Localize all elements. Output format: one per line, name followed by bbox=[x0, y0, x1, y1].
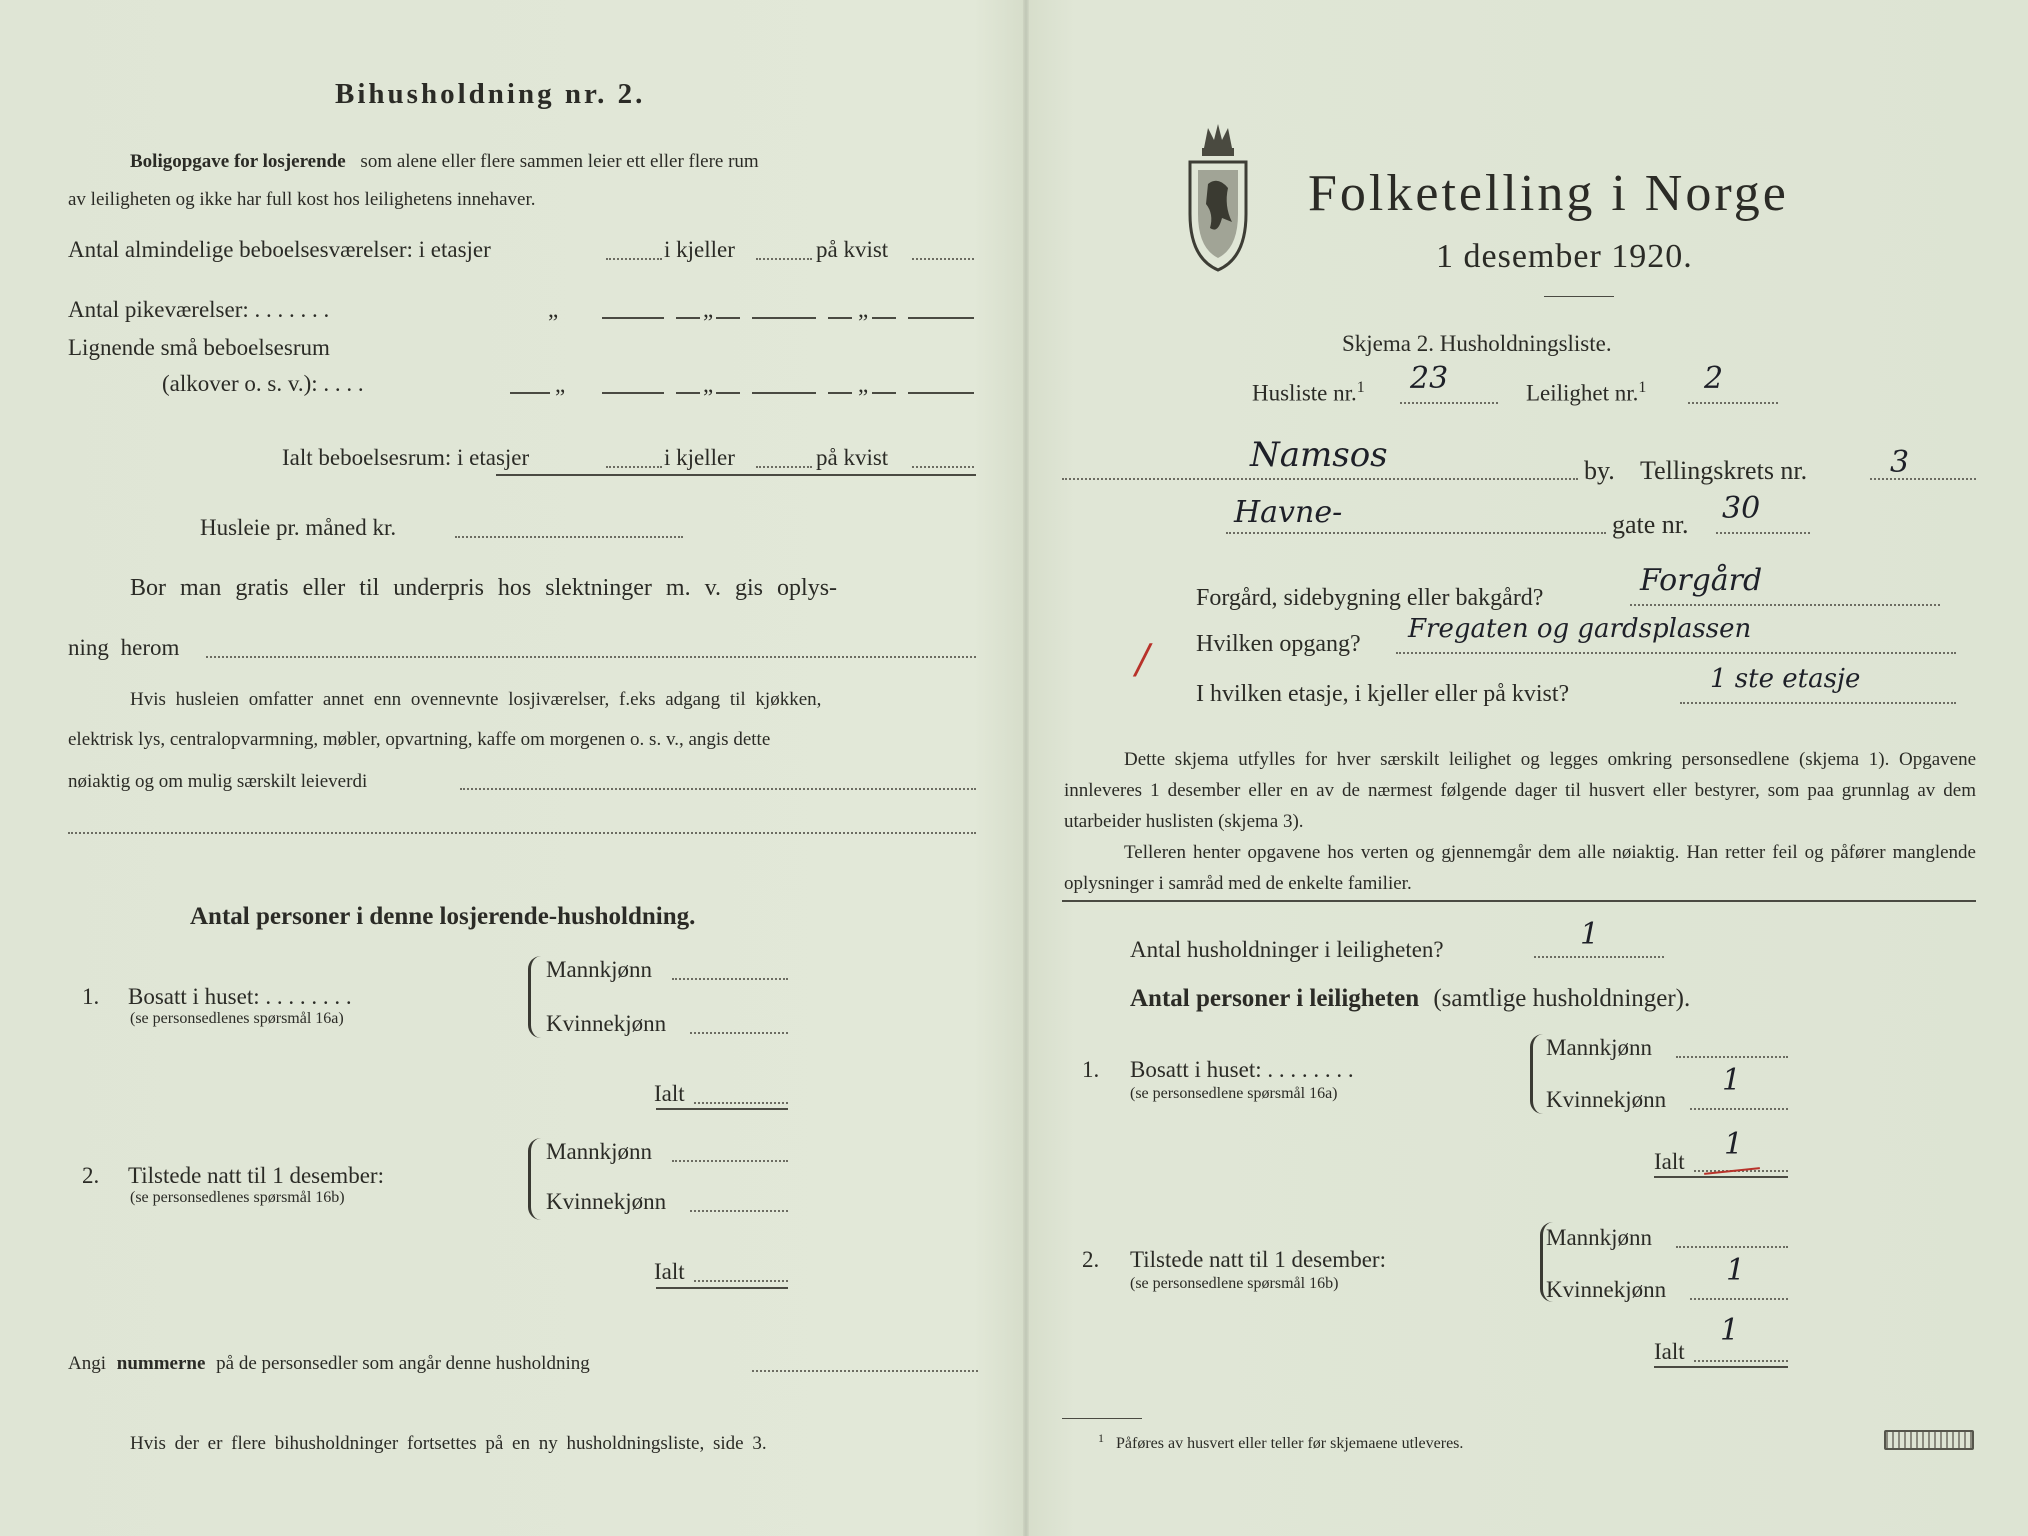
rooms-kvist-field[interactable] bbox=[912, 258, 974, 260]
etasje-value[interactable]: 1 ste etasje bbox=[1710, 664, 1861, 694]
leilighet-field[interactable] bbox=[1688, 402, 1778, 404]
angi-field[interactable] bbox=[752, 1370, 978, 1372]
lignende-field-2[interactable] bbox=[602, 392, 664, 394]
coat-of-arms-emblem bbox=[1184, 118, 1252, 274]
pike-label: Antal pikeværelser: . . . . . . . bbox=[68, 297, 330, 322]
gate-label: gate nr. bbox=[1612, 510, 1689, 539]
left-q2-ialt-field[interactable] bbox=[694, 1280, 788, 1282]
husleie-label: Husleie pr. måned kr. bbox=[200, 515, 397, 540]
intro-line-1 bbox=[130, 152, 759, 171]
lignende-field-7[interactable] bbox=[872, 392, 896, 394]
husliste-footnote-mark: 1 bbox=[1356, 379, 1365, 396]
by-label: by. bbox=[1584, 456, 1615, 485]
right-title: Folketelling i Norge bbox=[1308, 165, 1789, 222]
husliste-label: Husliste nr.$^1$ bbox=[1252, 379, 1365, 406]
lignende-field-5[interactable] bbox=[752, 392, 816, 394]
rooms-etasjer-field[interactable] bbox=[606, 258, 662, 260]
hvis-line-3: nøiaktig og om mulig særskilt leieverdi bbox=[68, 771, 368, 792]
krets-field[interactable] bbox=[1870, 478, 1976, 480]
street-field[interactable] bbox=[1226, 532, 1606, 534]
leilighet-value[interactable]: 2 bbox=[1704, 361, 1724, 396]
right-q2-num: 2. bbox=[1082, 1247, 1100, 1272]
page-fold bbox=[1023, 0, 1029, 1536]
street-value[interactable]: Havne- bbox=[1234, 495, 1343, 530]
husliste-field[interactable] bbox=[1400, 402, 1498, 404]
lignende-field-8[interactable] bbox=[908, 392, 974, 394]
left-q2-ialt: Ialt bbox=[654, 1259, 685, 1284]
pike-ditto-2: „ bbox=[703, 297, 714, 322]
gate-value[interactable]: 30 bbox=[1722, 491, 1761, 526]
right-persons-bold: Antal personer i leiligheten bbox=[1130, 985, 1420, 1012]
forgard-value[interactable]: Forgård bbox=[1640, 563, 1763, 598]
left-title: Bihusholdning nr. 2. bbox=[335, 78, 646, 110]
lignende-field-1[interactable] bbox=[510, 392, 550, 394]
left-q2-kvinne: Kvinnekjønn bbox=[546, 1189, 667, 1214]
right-q2-kvinne: Kvinnekjønn bbox=[1546, 1277, 1667, 1302]
right-q1-brace bbox=[1530, 1034, 1543, 1114]
left-q2-sub: (se personsedlenes spørsmål 16b) bbox=[130, 1189, 345, 1206]
info-text-1: Dette skjema utfylles for hver særskilt leilighet og legges omkring personsedlene (skjema 1). Opgavene innleveres 1 desember eller en av de nærmest følgende dager til husvert eller bestyrer, som paa grunnlag av dem utarbeider huslisten (skjema 3). bbox=[1064, 749, 1976, 832]
lignende-field-4[interactable] bbox=[716, 392, 740, 394]
hvis-line-1: Hvis husleien omfatter annet enn ovennevnte losjiværelser, f.eks adgang til kjøkken, bbox=[130, 689, 822, 710]
pike-field-1[interactable] bbox=[602, 317, 664, 319]
schema-label: Skjema 2. Husholdningsliste. bbox=[1342, 331, 1612, 356]
pike-field-2[interactable] bbox=[676, 317, 700, 319]
bor-field[interactable] bbox=[206, 656, 976, 658]
bor-line-2: ning herom bbox=[68, 635, 180, 660]
city-field[interactable] bbox=[1062, 478, 1578, 480]
rooms-kvist-label: på kvist bbox=[816, 237, 889, 262]
angi-line bbox=[68, 1354, 590, 1373]
left-q1-ialt-field[interactable] bbox=[694, 1102, 788, 1104]
ialt-kvist-label: på kvist bbox=[816, 445, 889, 470]
hvis-field-1[interactable] bbox=[460, 788, 976, 790]
hush-field[interactable] bbox=[1534, 956, 1664, 958]
krets-label: Tellingskrets nr. bbox=[1640, 456, 1808, 485]
bor-line-1: Bor man gratis eller til underpris hos slektninger m. v. gis oplys- bbox=[130, 575, 838, 601]
left-q1-ialt: Ialt bbox=[654, 1081, 685, 1106]
right-q1-ialt-value[interactable]: 1 bbox=[1724, 1127, 1744, 1162]
rooms-kjeller-field[interactable] bbox=[756, 258, 812, 260]
footnote-rule bbox=[1062, 1418, 1142, 1419]
gate-field[interactable] bbox=[1716, 532, 1810, 534]
right-q2-ialt-underline bbox=[1654, 1366, 1788, 1368]
right-q2-label: Tilstede natt til 1 desember: bbox=[1130, 1247, 1386, 1272]
right-q1-mann: Mannkjønn bbox=[1546, 1035, 1653, 1060]
opgang-field[interactable] bbox=[1396, 652, 1956, 654]
right-persons-heading bbox=[1130, 986, 1690, 1011]
leilighet-footnote-mark: 1 bbox=[1638, 379, 1647, 396]
left-q1-mann: Mannkjønn bbox=[546, 957, 653, 982]
left-q1-label: Bosatt i huset: . . . . . . . . bbox=[128, 984, 352, 1009]
left-footer: Hvis der er flere bihusholdninger fortsettes på en ny husholdningsliste, side 3. bbox=[130, 1433, 767, 1454]
forgard-label: Forgård, sidebygning eller bakgård? bbox=[1196, 585, 1544, 611]
margin-mark: / bbox=[1136, 637, 1150, 683]
left-q2-brace bbox=[528, 1138, 541, 1220]
right-q1-ialt-underline bbox=[1654, 1176, 1788, 1178]
right-date: 1 desember 1920. bbox=[1436, 238, 1693, 275]
right-q1-num: 1. bbox=[1082, 1057, 1100, 1082]
lignende-ditto-1: „ bbox=[555, 372, 566, 397]
right-q1-kvinne-field[interactable] bbox=[1690, 1108, 1788, 1110]
left-persons-heading: Antal personer i denne losjerende-husholdning. bbox=[190, 903, 696, 930]
opgang-value[interactable]: Fregaten og gardsplassen bbox=[1408, 614, 1752, 644]
left-q2-mann: Mannkjønn bbox=[546, 1139, 653, 1164]
right-q2-ialt: Ialt bbox=[1654, 1339, 1685, 1364]
lignende-field-6[interactable] bbox=[828, 392, 852, 394]
krets-value[interactable]: 3 bbox=[1890, 445, 1910, 480]
printer-stamp bbox=[1884, 1430, 1974, 1450]
intro-rest: som alene eller flere sammen leier ett eller flere rum bbox=[360, 151, 759, 172]
forgard-field[interactable] bbox=[1630, 604, 1940, 606]
ialt-kvist-field[interactable] bbox=[912, 466, 974, 468]
right-q1-kvinne-value[interactable]: 1 bbox=[1722, 1063, 1742, 1098]
right-q1-kvinne: Kvinnekjønn bbox=[1546, 1087, 1667, 1112]
intro-line-2: av leiligheten og ikke har full kost hos leilighetens innehaver. bbox=[68, 189, 536, 210]
pike-field-7[interactable] bbox=[908, 317, 974, 319]
right-q2-ialt-value[interactable]: 1 bbox=[1720, 1313, 1740, 1348]
left-q2-num: 2. bbox=[82, 1163, 100, 1188]
right-q2-kvinne-value[interactable]: 1 bbox=[1726, 1253, 1746, 1288]
ialt-underline bbox=[496, 474, 976, 476]
ialt-kjeller-label: i kjeller bbox=[664, 445, 735, 470]
hvis-field-2[interactable] bbox=[68, 832, 976, 834]
rooms-label: Antal almindelige beboelsesværelser: i etasjer bbox=[68, 237, 491, 262]
info-text-2: Telleren henter opgavene hos verten og gjennemgår dem alle nøiaktig. Han retter feil og påfører manglende oplysninger i samråd med de enkelte familier. bbox=[1064, 842, 1976, 894]
lignende-ditto-3: „ bbox=[858, 372, 869, 397]
lignende-ditto-2: „ bbox=[703, 372, 714, 397]
lignende-label-2: (alkover o. s. v.): . . . . bbox=[162, 371, 364, 396]
left-q2-mann-field[interactable] bbox=[672, 1160, 788, 1162]
left-q2-label: Tilstede natt til 1 desember: bbox=[128, 1163, 384, 1188]
etasje-label: I hvilken etasje, i kjeller eller på kvist? bbox=[1196, 681, 1570, 707]
lignende-label-1: Lignende små beboelsesrum bbox=[68, 335, 330, 360]
pike-field-5[interactable] bbox=[828, 317, 852, 319]
rooms-kjeller-label: i kjeller bbox=[664, 237, 735, 262]
right-q2-sub: (se personsedlene spørsmål 16b) bbox=[1130, 1275, 1339, 1292]
right-q2-kvinne-field[interactable] bbox=[1690, 1298, 1788, 1300]
right-q1-ialt: Ialt bbox=[1654, 1149, 1685, 1174]
right-q1-label: Bosatt i huset: . . . . . . . . bbox=[1130, 1057, 1354, 1082]
right-persons-rest: (samtlige husholdninger). bbox=[1433, 985, 1691, 1012]
right-q2-mann-field[interactable] bbox=[1676, 1246, 1788, 1248]
right-q2-mann: Mannkjønn bbox=[1546, 1225, 1653, 1250]
pike-ditto-3: „ bbox=[858, 297, 869, 322]
left-q1-ialt-underline bbox=[656, 1108, 788, 1110]
hush-label: Antal husholdninger i leiligheten? bbox=[1130, 937, 1444, 962]
left-q1-sub: (se personsedlenes spørsmål 16a) bbox=[130, 1010, 344, 1027]
left-q1-kvinne: Kvinnekjønn bbox=[546, 1011, 667, 1036]
title-rule bbox=[1544, 296, 1614, 297]
angi-text-2: på de personsedler som angår denne husholdning bbox=[216, 1353, 590, 1374]
right-q1-mann-field[interactable] bbox=[1676, 1056, 1788, 1058]
footnote-text: Påføres av husvert eller teller før skjemaene utleveres. bbox=[1116, 1435, 1464, 1453]
left-q1-kvinne-field[interactable] bbox=[690, 1032, 788, 1034]
right-q1-sub: (se personsedlene spørsmål 16a) bbox=[1130, 1085, 1338, 1102]
right-q2-ialt-field[interactable] bbox=[1694, 1360, 1788, 1362]
left-q2-kvinne-field[interactable] bbox=[690, 1210, 788, 1212]
lignende-field-3[interactable] bbox=[676, 392, 700, 394]
left-q1-brace bbox=[528, 956, 541, 1038]
pike-field-6[interactable] bbox=[872, 317, 896, 319]
intro-bold: Boligopgave for losjerende bbox=[130, 151, 346, 172]
left-q1-mann-field[interactable] bbox=[672, 978, 788, 980]
city-value[interactable]: Namsos bbox=[1250, 435, 1388, 475]
etasje-field[interactable] bbox=[1680, 702, 1956, 704]
footnote-mark: 1 bbox=[1098, 1431, 1104, 1445]
right-footnote bbox=[1098, 1432, 1463, 1452]
opgang-label: Hvilken opgang? bbox=[1196, 631, 1361, 657]
left-q2-ialt-underline bbox=[656, 1287, 788, 1289]
hush-value[interactable]: 1 bbox=[1580, 917, 1600, 952]
angi-bold: nummerne bbox=[116, 1353, 206, 1374]
info-paragraph bbox=[1064, 744, 1976, 899]
husleie-field[interactable] bbox=[455, 536, 683, 538]
section-rule bbox=[1062, 900, 1976, 902]
lion-shield-icon bbox=[1184, 118, 1252, 274]
angi-text-1: Angi bbox=[68, 1353, 106, 1374]
husliste-value[interactable]: 23 bbox=[1410, 361, 1449, 396]
pike-ditto-1: „ bbox=[548, 297, 559, 322]
leilighet-label: Leilighet nr.$^1$ bbox=[1526, 379, 1647, 406]
left-q1-num: 1. bbox=[82, 984, 100, 1009]
hvis-line-2: elektrisk lys, centralopvarmning, møbler, opvartning, kaffe om morgenen o. s. v., angis dette bbox=[68, 729, 771, 750]
ialt-rooms-label: Ialt beboelsesrum: i etasjer bbox=[282, 445, 530, 470]
ialt-etasjer-field[interactable] bbox=[606, 466, 662, 468]
ialt-kjeller-field[interactable] bbox=[756, 466, 812, 468]
pike-field-4[interactable] bbox=[752, 317, 816, 319]
pike-field-3[interactable] bbox=[716, 317, 740, 319]
